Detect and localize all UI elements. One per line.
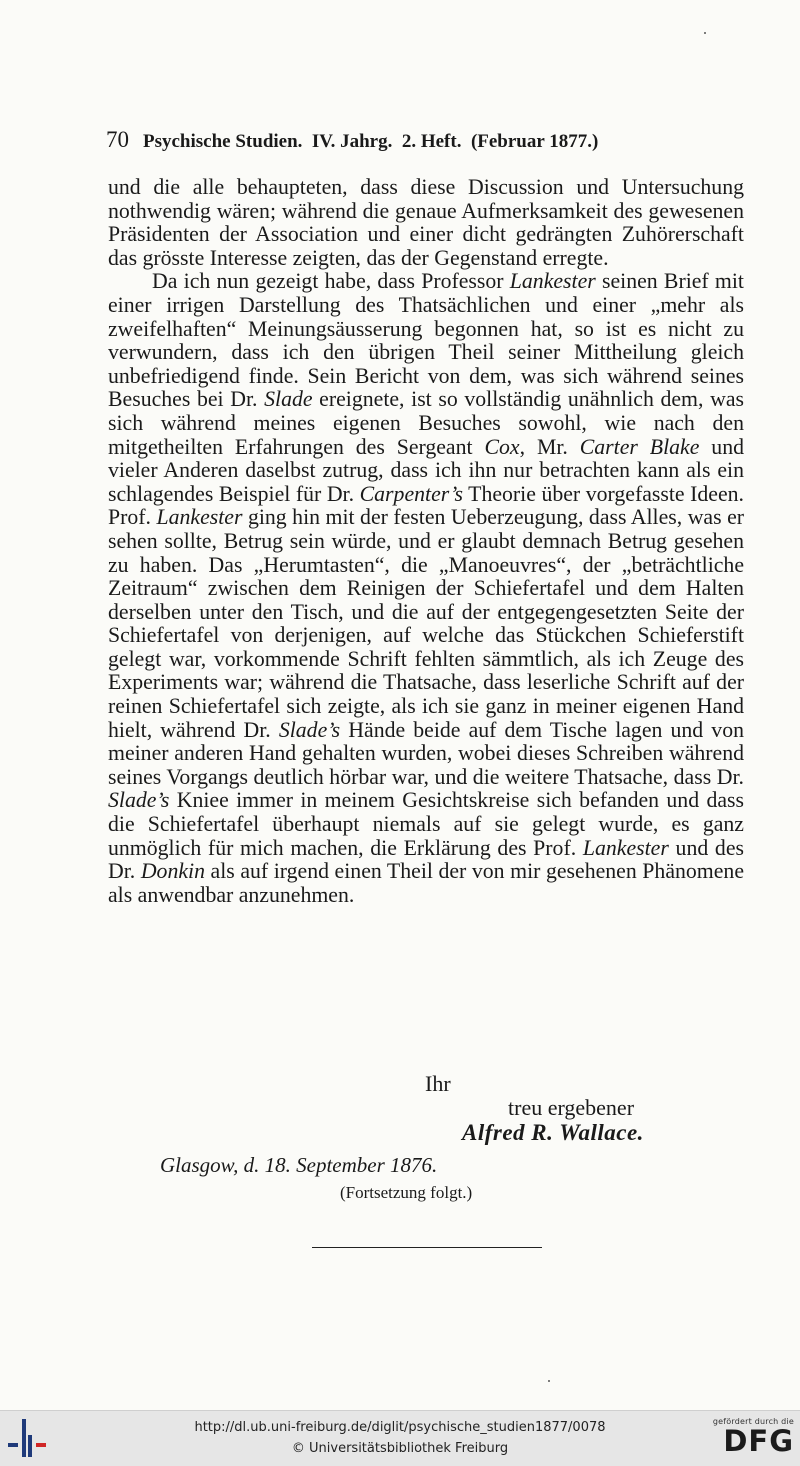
text-run: Hände beide auf dem Tische lagen und von meiner anderen Hand gehalten wurden, wobei dieses Schreiben während seines Vorgangs deutlich hörbar war, und die weitere Thatsache, dass Dr. [108, 717, 745, 789]
text-run: Theorie über vorgefasste Ideen. Prof. [108, 481, 744, 530]
footer-bar [0, 1410, 800, 1466]
page-number: 70 [106, 127, 129, 152]
closing-treu: treu ergebener [508, 1095, 635, 1120]
text-run: ereignete, ist so vollständig unähnlich dem, was sich während meines eigenen Besuches sowohl, wie nach den mitgetheilten Erfahrungen des Sergeant [108, 387, 744, 459]
dfg-logo-text: DFG [723, 1424, 794, 1458]
text-run: , Mr. [519, 434, 580, 459]
section-divider [312, 1247, 542, 1248]
italic-name: Cox [484, 434, 520, 459]
italic-name: Slade [264, 387, 313, 412]
text-run: und des Dr. [108, 835, 744, 884]
running-header [106, 127, 696, 155]
text-run: Kniee immer in meinem Gesichtskreise sich befanden und dass die Schiefertafel überhaupt niemals auf sie gelegt wurde, es ganz unmöglich für mich machen, die Erklärung des Prof. [108, 788, 744, 860]
text-run: ging hin mit der festen Ueberzeugung, dass Alles, was er sehen sollte, Betrug sein würde, und er glaubt demnach Betrug gesehen zu haben. Das „Herumtasten“, die „Manoeuvres“, der „beträchtliche Zeitraum“ zwischen dem Reinigen der Schiefertafel und dem Halten derselben unter den Tisch, und die auf der entgegengesetzten Seite der Schiefertafel von derjenigen, auf welche das Stückchen Schieferstift gelegt war, vorkommende Schrift fehlten sämmtlich, als ich Zeuge des Experiments war; während die Thatsache, dass leserliche Schrift auf der reinen Schiefertafel sich zeigte, als ich sie ganz in meiner eigenen Hand hielt, während Dr. [108, 505, 745, 742]
italic-name: Lankester [509, 269, 596, 294]
body-paragraph [108, 176, 744, 270]
italic-name: Slade’s [278, 717, 341, 742]
italic-name: Carter Blake [579, 434, 700, 459]
italic-name: Carpenter’s [359, 481, 463, 506]
text-run: und vieler Anderen daselbst zutrug, dass ich ihn nur betrachten kann als ein schlagendes Beispiel für Dr. [108, 434, 744, 506]
scan-speck [548, 1380, 550, 1382]
dfg-funded-by-label: gefördert durch die [712, 1417, 794, 1426]
text-run: und die alle behaupteten, dass diese Discussion und Untersuchung nothwendig wären; während die genaue Aufmerksamkeit des gewesenen Präsidenten der Association und einer dicht gedrängten Zuhörerschaft das grösste Interesse zeigten, das der Gegenstand erregte. [108, 175, 744, 270]
running-title: Psychische Studien. IV. Jahrg. 2. Heft. (Februar 1877.) [143, 131, 599, 152]
dfg-logo[interactable] [706, 1417, 794, 1461]
italic-name: Lankester [156, 505, 243, 530]
permalink-url[interactable]: http://dl.ub.uni-freiburg.de/diglit/psychische_studien1877/0078 [194, 1420, 606, 1435]
place-date: Glasgow, d. 18. September 1876. [160, 1153, 438, 1177]
text-run: Da ich nun gezeigt habe, dass Professor [152, 269, 510, 294]
scan-speck [704, 32, 706, 34]
copyright-notice: © Universitätsbibliothek Freiburg [291, 1441, 509, 1456]
text-run: seinen Brief mit einer irrigen Darstellung des Thatsächlichen und einer „mehr als zweifelhaften“ Meinungsäusserung begonnen hat, so ist es nicht zu verwundern, dass ich den übrigen Theil seiner Mittheilung gleich unbefriedigend finde. Sein Bericht von dem, was sich während seines Besuches bei Dr. [108, 269, 744, 412]
signature: Alfred R. Wallace. [462, 1120, 644, 1145]
italic-name: Lankester [582, 835, 669, 860]
body-paragraph [108, 270, 744, 907]
text-run: als auf irgend einen Theil der von mir gesehenen Phänomene als anwendbar anzunehmen. [108, 859, 744, 907]
closing-ihr: Ihr [425, 1071, 451, 1096]
continuation-note: (Fortsetzung folgt.) [340, 1183, 473, 1202]
body-text [108, 176, 744, 907]
italic-name: Donkin [140, 859, 205, 884]
italic-name: Slade’s [108, 788, 170, 813]
